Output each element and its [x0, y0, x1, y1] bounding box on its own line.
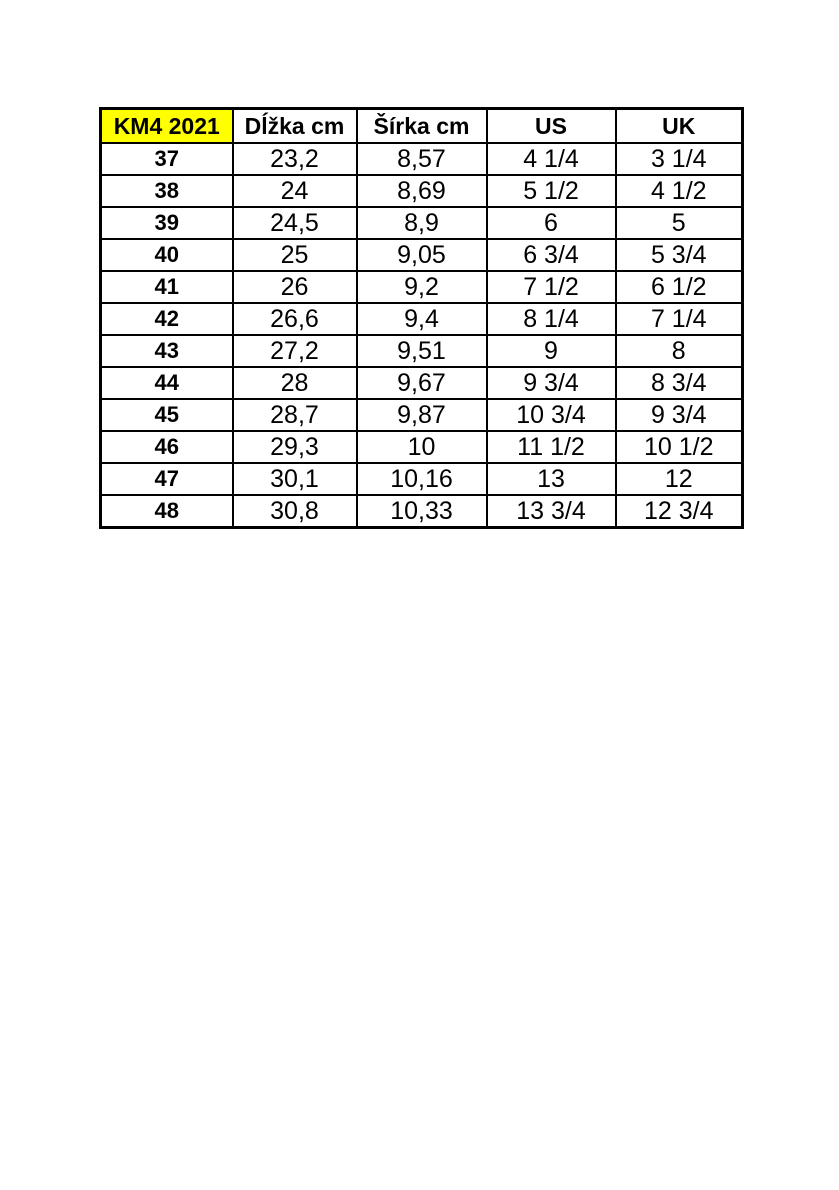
cell-size: 39 [101, 207, 233, 239]
cell-us: 11 1/2 [487, 431, 616, 463]
cell-length: 30,8 [233, 495, 357, 528]
cell-length: 30,1 [233, 463, 357, 495]
cell-width: 9,87 [357, 399, 487, 431]
cell-us: 13 [487, 463, 616, 495]
table-row [101, 399, 743, 431]
cell-size: 43 [101, 335, 233, 367]
cell-width: 9,4 [357, 303, 487, 335]
cell-uk: 5 3/4 [616, 239, 743, 271]
cell-size: 37 [101, 143, 233, 175]
cell-uk: 9 3/4 [616, 399, 743, 431]
table-row [101, 335, 743, 367]
cell-size: 44 [101, 367, 233, 399]
cell-uk: 12 3/4 [616, 495, 743, 528]
cell-us: 13 3/4 [487, 495, 616, 528]
cell-us: 6 [487, 207, 616, 239]
cell-width: 9,51 [357, 335, 487, 367]
table-row [101, 239, 743, 271]
cell-us: 6 3/4 [487, 239, 616, 271]
table-row [101, 271, 743, 303]
cell-size: 42 [101, 303, 233, 335]
cell-width: 8,9 [357, 207, 487, 239]
cell-length: 29,3 [233, 431, 357, 463]
cell-us: 9 3/4 [487, 367, 616, 399]
cell-length: 24,5 [233, 207, 357, 239]
table-row [101, 143, 743, 175]
cell-uk: 4 1/2 [616, 175, 743, 207]
cell-width: 10,16 [357, 463, 487, 495]
cell-uk: 10 1/2 [616, 431, 743, 463]
header-cell-model: KM4 2021 [101, 109, 233, 144]
cell-uk: 8 3/4 [616, 367, 743, 399]
header-cell-length: Dĺžka cm [233, 109, 357, 144]
table-row [101, 463, 743, 495]
cell-us: 4 1/4 [487, 143, 616, 175]
cell-length: 23,2 [233, 143, 357, 175]
header-cell-us: US [487, 109, 616, 144]
cell-width: 9,2 [357, 271, 487, 303]
cell-size: 40 [101, 239, 233, 271]
cell-us: 8 1/4 [487, 303, 616, 335]
table-row [101, 431, 743, 463]
cell-us: 9 [487, 335, 616, 367]
header-row [101, 109, 743, 144]
cell-uk: 5 [616, 207, 743, 239]
table-row [101, 303, 743, 335]
cell-size: 41 [101, 271, 233, 303]
cell-size: 38 [101, 175, 233, 207]
cell-width: 9,05 [357, 239, 487, 271]
header-cell-width: Šírka cm [357, 109, 487, 144]
table-row [101, 175, 743, 207]
cell-size: 47 [101, 463, 233, 495]
table-row [101, 207, 743, 239]
cell-us: 5 1/2 [487, 175, 616, 207]
cell-us: 10 3/4 [487, 399, 616, 431]
header-cell-uk: UK [616, 109, 743, 144]
cell-size: 45 [101, 399, 233, 431]
cell-length: 27,2 [233, 335, 357, 367]
cell-size: 48 [101, 495, 233, 528]
cell-size: 46 [101, 431, 233, 463]
cell-length: 26,6 [233, 303, 357, 335]
cell-length: 28 [233, 367, 357, 399]
cell-uk: 7 1/4 [616, 303, 743, 335]
cell-width: 9,67 [357, 367, 487, 399]
cell-us: 7 1/2 [487, 271, 616, 303]
cell-length: 24 [233, 175, 357, 207]
size-chart-table [99, 107, 744, 529]
table-row [101, 495, 743, 528]
cell-length: 26 [233, 271, 357, 303]
cell-uk: 12 [616, 463, 743, 495]
table-row [101, 367, 743, 399]
cell-width: 10 [357, 431, 487, 463]
cell-uk: 6 1/2 [616, 271, 743, 303]
cell-width: 8,69 [357, 175, 487, 207]
cell-width: 8,57 [357, 143, 487, 175]
cell-length: 25 [233, 239, 357, 271]
cell-length: 28,7 [233, 399, 357, 431]
cell-width: 10,33 [357, 495, 487, 528]
cell-uk: 8 [616, 335, 743, 367]
cell-uk: 3 1/4 [616, 143, 743, 175]
